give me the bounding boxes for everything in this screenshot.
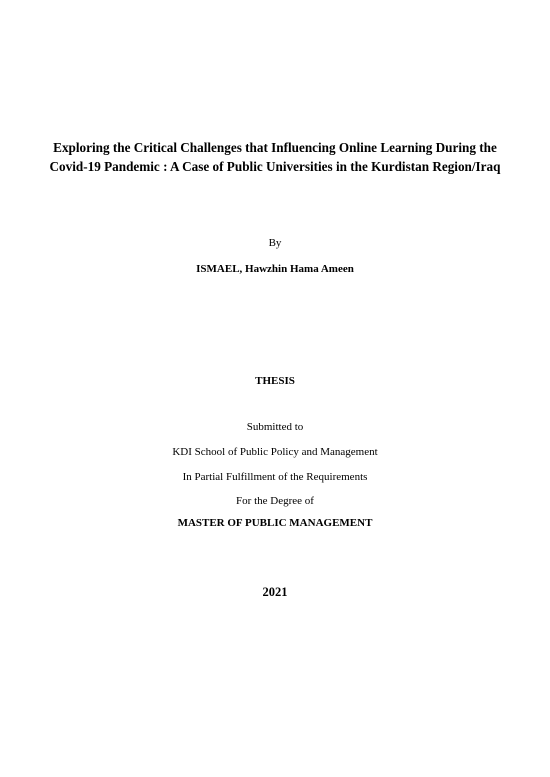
- author-name: ISMAEL, Hawzhin Hama Ameen: [196, 263, 354, 275]
- by-label: By: [268, 237, 282, 249]
- degree-intro: For the Degree of: [236, 495, 314, 507]
- submitted-to-label: Submitted to: [246, 421, 304, 433]
- degree-name: MASTER OF PUBLIC MANAGEMENT: [177, 517, 373, 529]
- fulfillment-statement: In Partial Fulfillment of the Requirements: [182, 471, 368, 483]
- document-type: THESIS: [255, 375, 295, 387]
- title-line-1: Exploring the Critical Challenges that Influencing Online Learning During the: [53, 140, 497, 155]
- submission-year: 2021: [262, 585, 288, 599]
- institution-name: KDI School of Public Policy and Management: [172, 446, 378, 458]
- title-line-2: Covid-19 Pandemic : A Case of Public Universities in the Kurdistan Region/Iraq: [49, 159, 501, 174]
